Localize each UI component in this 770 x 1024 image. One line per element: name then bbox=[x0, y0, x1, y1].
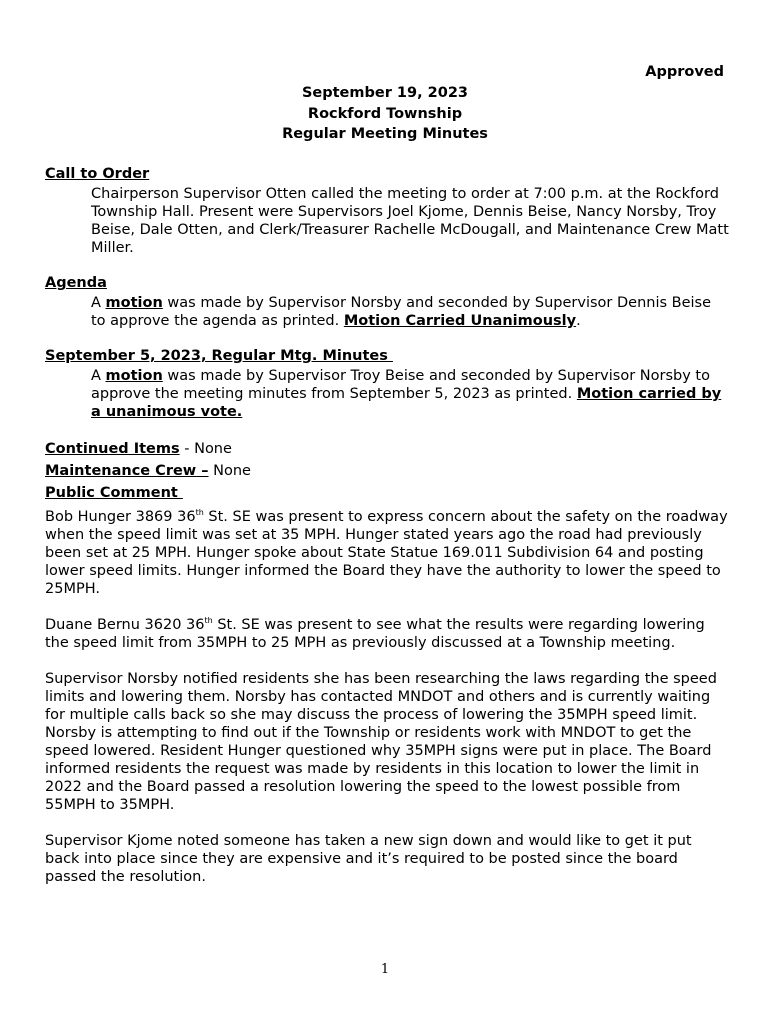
document-title: Regular Meeting Minutes bbox=[282, 126, 488, 142]
hunger-text: St. SE was present to express concern about the safety on the roadway when the speed limit was set at 35 MPH. Hunger stated years ago the road had previously been set at 25 MPH. Hunger spoke about State Statue 169.011 Subdivision 64 and posting lower speed limits. Hunger informed the Board they have the authority to lower the speed to 25MPH. bbox=[45, 509, 728, 597]
organization-name: Rockford Township bbox=[307, 105, 463, 122]
bernu-text: St. SE was present to see what the results were regarding lowering the speed limit from 35MPH to 25 MPH as previously discussed at a Township meeting. bbox=[45, 617, 705, 651]
comment-paragraph-kjome: Supervisor Kjome noted someone has taken a new sign down and would like to get it put back into place since they are expensive and it’s required to be posted since the board passed the resolution. bbox=[45, 833, 692, 885]
agenda-section bbox=[45, 274, 730, 330]
continued-items-heading: Continued Items bbox=[45, 441, 180, 457]
call-to-order-text: Chairperson Supervisor Otten called the meeting to order at 7:00 p.m. at the Rockford Township Hall. Present were Supervisors Joel Kjome, Dennis Beise, Nancy Norsby, Troy Beise, Dale Otten, and Clerk/Treasurer Rachelle McDougall, and Maintenance Crew Matt Miller. bbox=[91, 186, 729, 256]
hunger-ordinal: th bbox=[195, 508, 204, 517]
approval-status: Approved bbox=[645, 64, 724, 80]
bernu-address: Duane Bernu 3620 36 bbox=[45, 617, 205, 633]
comment-paragraph-norsby: Supervisor Norsby notified residents she has been researching the laws regarding the speed limits and lowering them. Norsby has contacted MNDOT and others and is currently waiting for multiple calls back so she may discuss the process of lowering the 35MPH speed limit. Norsby is attempting to find out if the Township or residents work with MNDOT to get the speed lowered. Resident Hunger questioned why 35MPH signs were put in place. The Board informed residents the request was made by residents in this location to lower the limit in 2022 and the Board passed a resolution lowering the speed to the lowest possible from 55MPH to 35MPH. bbox=[45, 671, 717, 813]
page-number: 1 bbox=[380, 962, 390, 977]
agenda-pre: A bbox=[91, 295, 106, 311]
minutes-pre: A bbox=[91, 368, 106, 384]
agenda-heading: Agenda bbox=[45, 275, 107, 291]
title-block bbox=[0, 83, 770, 145]
public-comment-heading: Public Comment bbox=[45, 485, 183, 501]
maintenance-crew-dash: – bbox=[196, 463, 209, 479]
minutes-body bbox=[45, 165, 730, 904]
minutes-section bbox=[45, 347, 730, 421]
maintenance-crew-value: None bbox=[208, 463, 251, 479]
continued-items-line bbox=[45, 438, 730, 460]
hunger-address: Bob Hunger 3869 36 bbox=[45, 509, 196, 525]
status-items bbox=[45, 438, 730, 504]
agenda-result: Motion Carried Unanimously bbox=[343, 313, 577, 329]
meeting-date: September 19, 2023 bbox=[301, 85, 469, 101]
agenda-motion-word: motion bbox=[105, 295, 163, 311]
call-to-order-heading: Call to Order bbox=[45, 166, 150, 182]
continued-items-value: - None bbox=[179, 441, 232, 457]
agenda-text bbox=[91, 294, 730, 330]
minutes-motion-word: motion bbox=[105, 368, 163, 384]
comment-paragraph-hunger bbox=[45, 508, 730, 598]
maintenance-crew-line bbox=[45, 460, 730, 482]
minutes-result: Motion carried by a unanimous vote. bbox=[91, 386, 722, 420]
comment-paragraph-bernu bbox=[45, 616, 730, 652]
minutes-heading: September 5, 2023, Regular Mtg. Minutes bbox=[45, 348, 393, 364]
minutes-body: was made by Supervisor Troy Beise and seconded by Supervisor Norsby to approve the meeting minutes from September 5, 2023 as printed. bbox=[91, 368, 710, 402]
call-to-order-section bbox=[45, 165, 730, 257]
bernu-ordinal: th bbox=[204, 616, 213, 625]
minutes-text bbox=[91, 367, 730, 421]
agenda-body: was made by Supervisor Norsby and seconded by Supervisor Dennis Beise to approve the agenda as printed. bbox=[91, 295, 712, 329]
maintenance-crew-heading: Maintenance Crew bbox=[45, 463, 197, 479]
agenda-end: . bbox=[576, 313, 581, 329]
public-comment-section bbox=[45, 508, 730, 886]
